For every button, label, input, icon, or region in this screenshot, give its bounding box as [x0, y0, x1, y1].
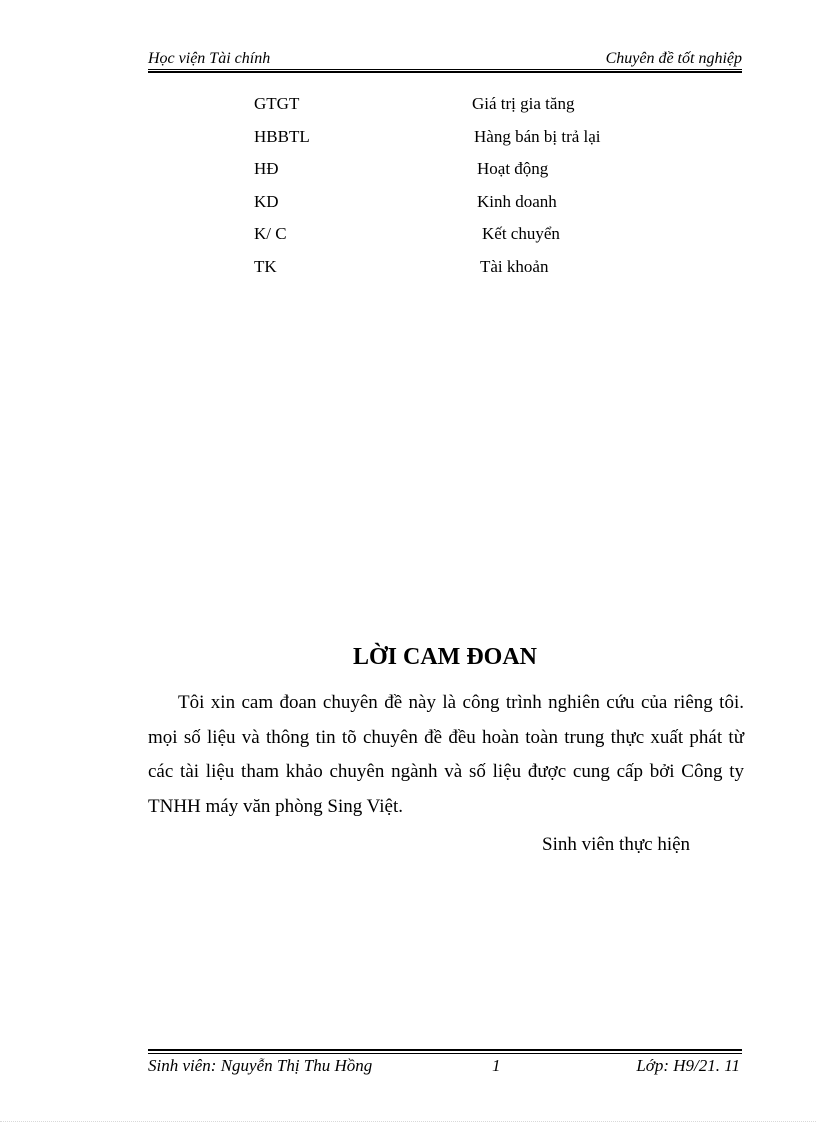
header-institution: Học viện Tài chính [148, 50, 271, 67]
footer-divider-thick [148, 1049, 742, 1051]
abbreviation-meaning: Kết chuyển [482, 224, 560, 243]
abbreviation-code: GTGT [254, 94, 300, 113]
signature-label: Sinh viên thực hiện [542, 834, 691, 855]
abbreviation-list [254, 94, 674, 289]
declaration-body: Tôi xin cam đoan chuyên đề này là công trình nghiên cứu của riêng tôi. mọi số liệu và thông tin tõ chuyên đề đều hoàn toàn trung thực xuất phát từ các tài liệu tham khảo chuyên ngành và số liệu được cung cấp bởi Công ty TNHH máy văn phòng Sing Việt. [148, 692, 744, 817]
page-footer [148, 1055, 742, 1077]
abbreviation-meaning: Kinh doanh [477, 191, 557, 211]
header-divider-thick [148, 71, 742, 73]
abbreviation-code: K/ C [254, 224, 287, 243]
abbreviation-code: HBBTL [254, 126, 310, 146]
abbreviation-row [254, 127, 674, 160]
abbreviation-row [254, 159, 674, 192]
abbreviation-meaning: Tài khoản [480, 256, 549, 276]
header-divider [148, 69, 742, 70]
page-header [148, 48, 742, 68]
abbreviation-meaning: Hoạt động [477, 159, 549, 178]
footer-class: Lớp: H9/21. 11 [636, 1056, 740, 1075]
page-bottom-edge [0, 1121, 816, 1122]
footer-student-name: Sinh viên: Nguyễn Thị Thu Hồng [148, 1056, 373, 1075]
abbreviation-code: KD [254, 191, 279, 211]
abbreviation-row [254, 257, 674, 290]
abbreviation-meaning: Giá trị gia tăng [472, 94, 575, 113]
abbreviation-row [254, 224, 674, 257]
abbreviation-code: TK [254, 256, 277, 276]
declaration-title: LỜI CAM ĐOAN [353, 644, 537, 670]
page-number: 1 [492, 1056, 501, 1075]
footer-divider [148, 1053, 742, 1054]
abbreviation-row [254, 192, 674, 225]
abbreviation-meaning: Hàng bán bị trả lại [474, 126, 601, 146]
abbreviation-code: HĐ [254, 159, 279, 178]
header-document-type: Chuyên đề tốt nghiệp [605, 50, 742, 67]
abbreviation-row [254, 94, 674, 127]
